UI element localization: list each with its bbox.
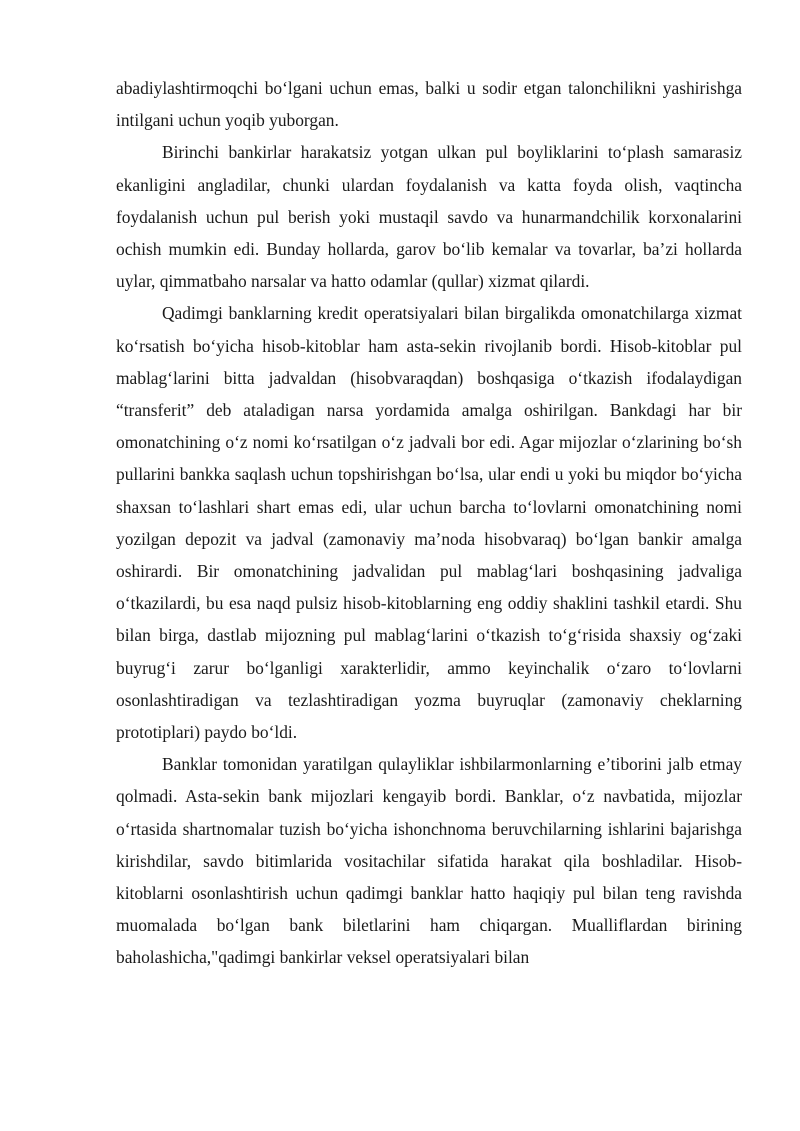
paragraph-continuation: abadiylashtirmoqchi bo‘lgani uchun emas, balki u sodir etgan talonchilikni yashirishga intilgani uchun yoqib yuborgan.	[116, 78, 742, 131]
paragraph-bank-conveniences: Banklar tomonidan yaratilgan qulayliklar ishbilarmonlarning e’tiborini jalb etmay qolmadi. Asta-sekin bank mijozlari kengayib bordi. Banklar, o‘z navbatida, mijozlar o‘rtasida shartnomalar tuzish bo‘yicha ishonchnoma beruvchilarning ishlarini bajarishga kirishdilar, savdo bitimlarida vositachilar sifatida harakat qila boshladilar. Hisob-kitoblarni osonlashtirish uchun qadimgi banklar hatto haqiqiy pul bilan teng ravishda muomalada bo‘lgan bank biletlarini ham chiqargan. Mualliflardan birining baholashicha,"qadimgi bankirlar veksel operatsiyalari bilan	[116, 754, 742, 968]
paragraph-first-bankers: Birinchi bankirlar harakatsiz yotgan ulkan pul boyliklarini to‘plash samarasiz ekanligini angladilar, chunki ulardan foydalanish va katta foyda olish, vaqtincha foydalanish uchun pul berish yoki mustaqil savdo va hunarmandchilik korxonalarini ochish mumkin edi. Bunday hollarda, garov bo‘lib kemalar va tovarlar, ba’zi hollarda uylar, qimmatbaho narsalar va hatto odamlar (qullar) xizmat qilardi.	[116, 142, 742, 292]
body-text	[116, 72, 742, 974]
paragraph-ancient-banks-credit: Qadimgi banklarning kredit operatsiyalari bilan birgalikda omonatchilarga xizmat ko‘rsatish bo‘yicha hisob-kitoblar ham asta-sekin rivojlanib bordi. Hisob-kitoblar pul mablag‘larini bitta jadvaldan (hisobvaraqdan) boshqasiga o‘tkazish ifodalaydigan “transferit” deb ataladigan narsa yordamida amalga oshirilgan. Bankdagi har bir omonatchining o‘z nomi ko‘rsatilgan o‘z jadvali bor edi. Agar mijozlar o‘zlarining bo‘sh pullarini bankka saqlash uchun topshirishgan bo‘lsa, ular endi u yoki bu miqdor bo‘yicha shaxsan to‘lashlari shart emas edi, ular uchun barcha to‘lovlarni omonatchining nomi yozilgan depozit va jadval (zamonaviy ma’noda hisobvaraq) bo‘lgan bankir amalga oshirardi. Bir omonatchining jadvalidan pul mablag‘lari boshqasining jadvaliga o‘tkazilardi, bu esa naqd pulsiz hisob-kitoblarning eng oddiy shaklini tashkil etardi. Shu bilan birga, dastlab mijozning pul mablag‘larini o‘tkazish to‘g‘risida shaxsiy og‘zaki buyrug‘i zarur bo‘lganligi xarakterlidir, ammo keyinchalik o‘zaro to‘lovlarni osonlashtiradigan va tezlashtiradigan yozma buyruqlar (zamonaviy cheklarning prototiplari) paydo bo‘ldi.	[116, 303, 742, 743]
